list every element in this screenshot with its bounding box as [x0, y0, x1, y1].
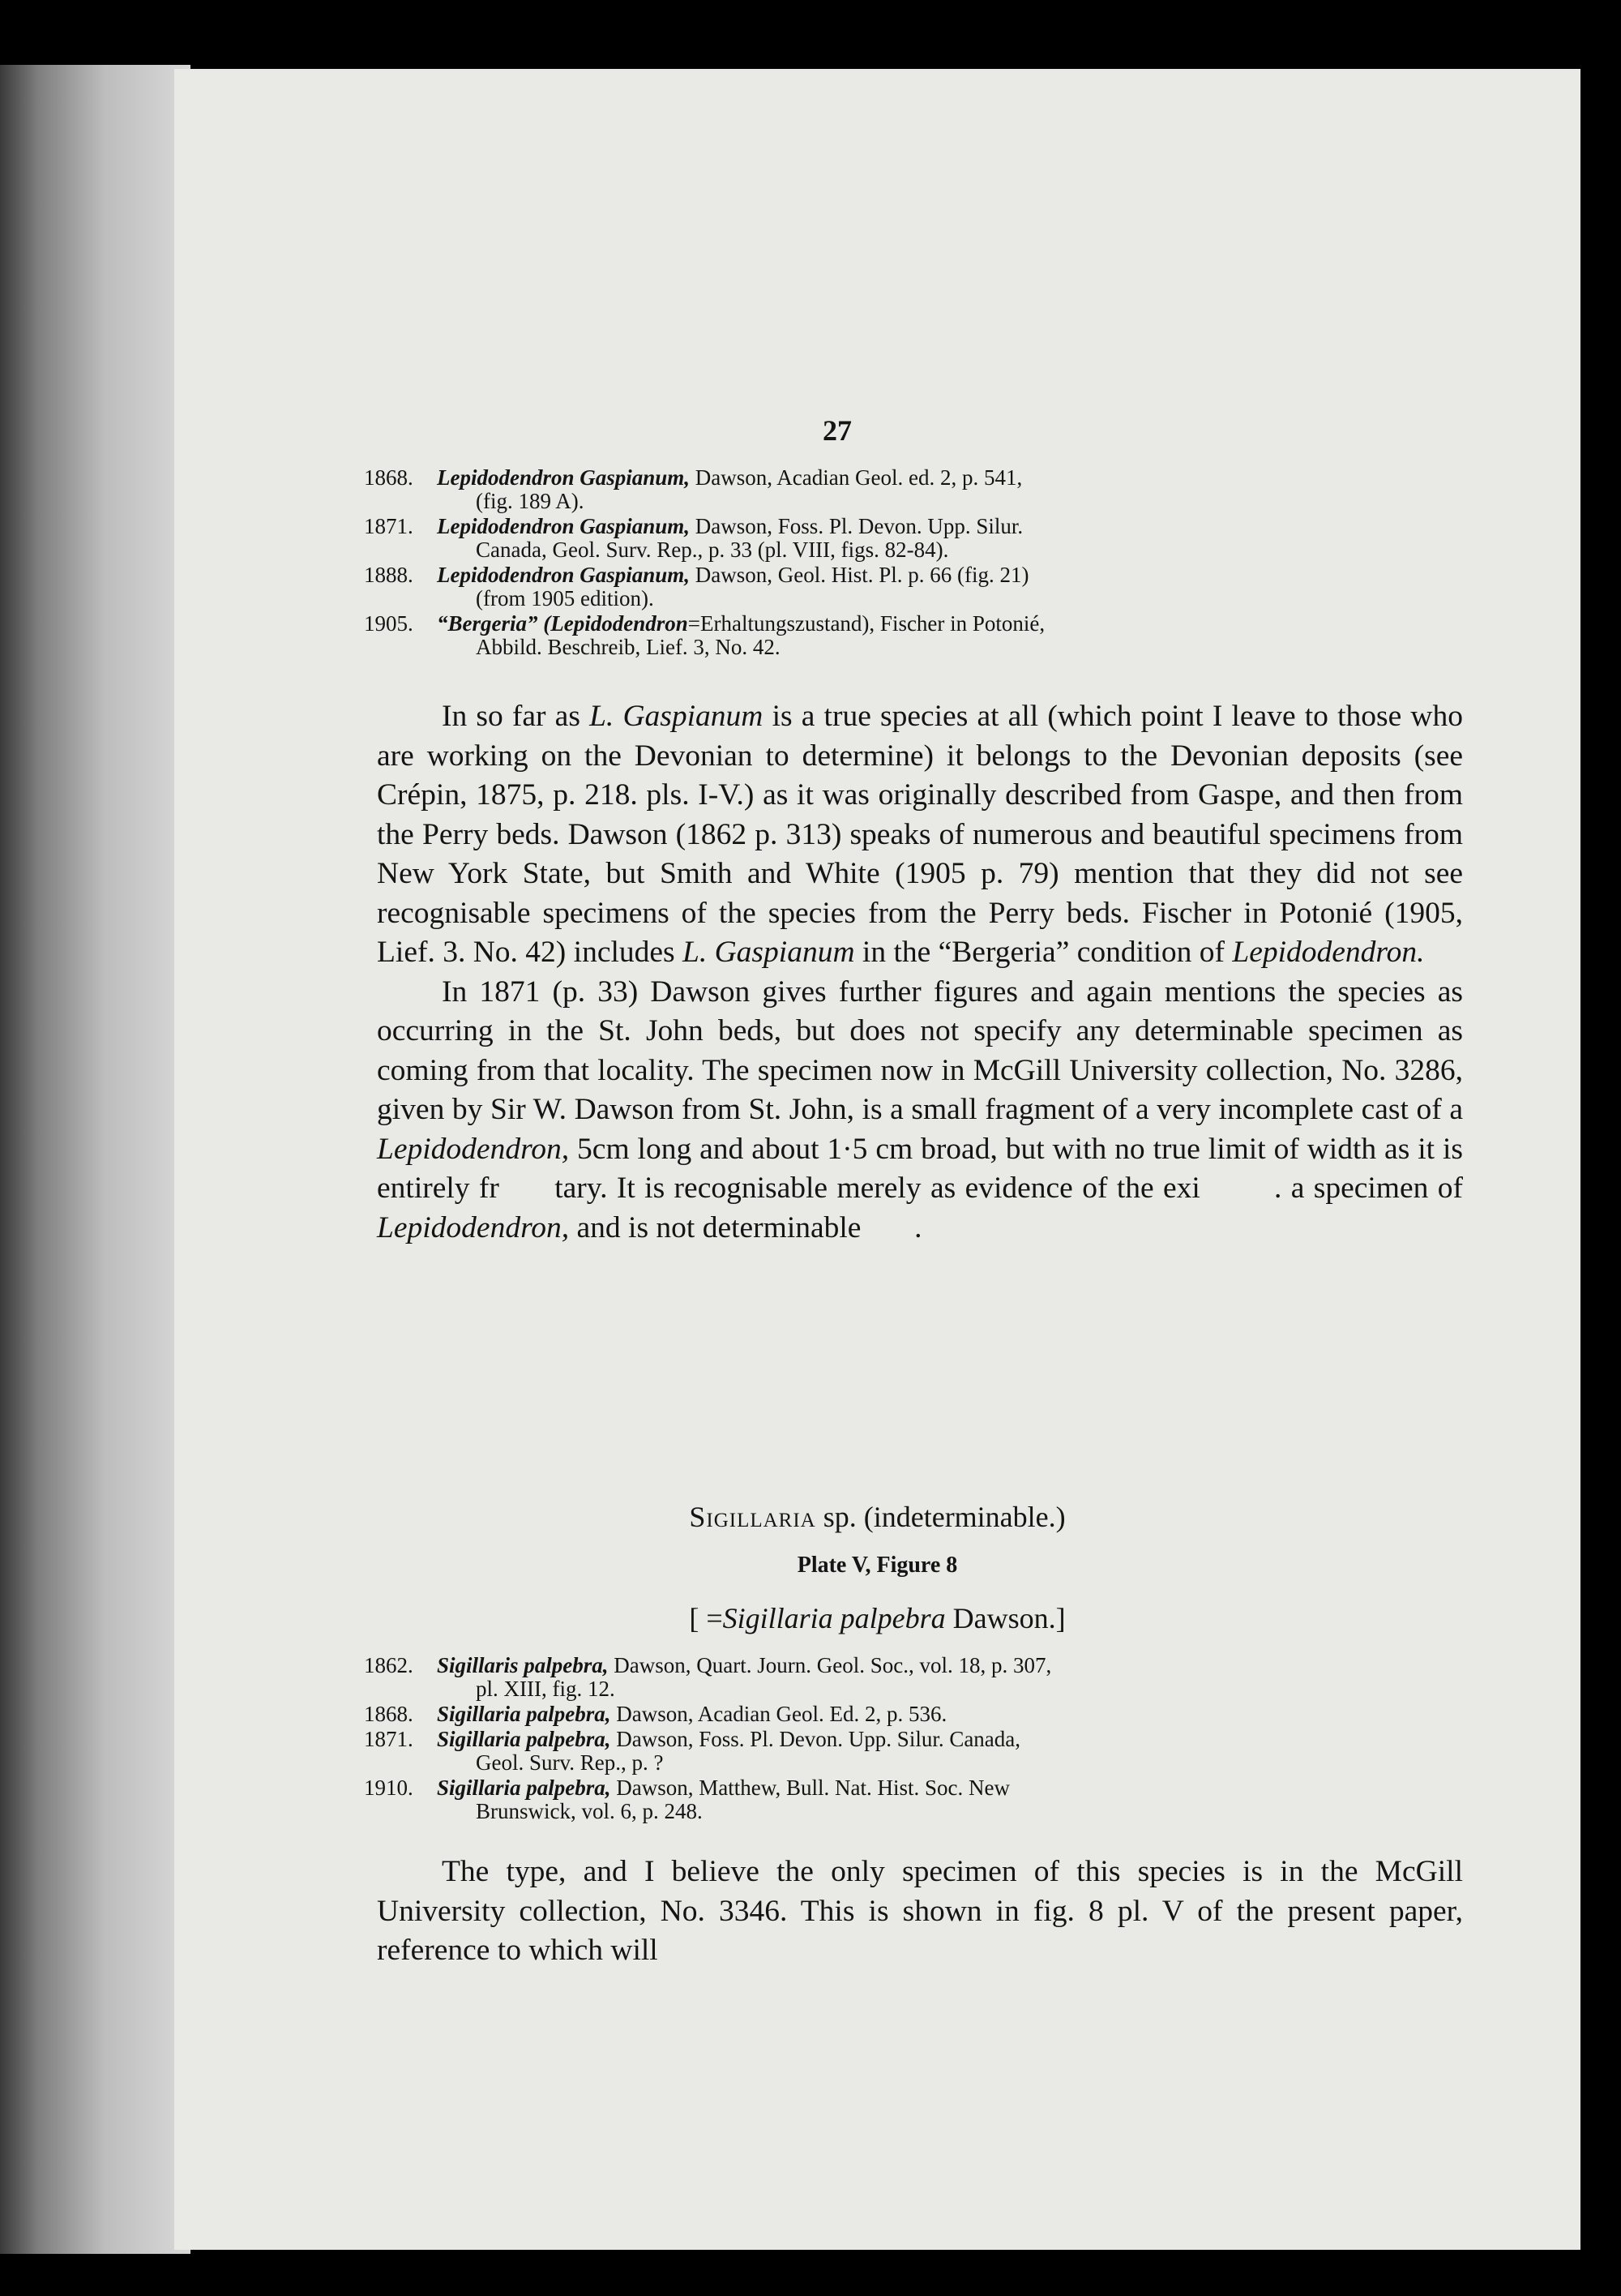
synonymy-list-sigillaria [364, 1654, 1482, 1825]
book-spine-shadow [0, 65, 190, 2254]
reference-citation-cont: Abbild. Beschreib, Lief. 3, No. 42. [476, 635, 781, 659]
reference-citation: Dawson, Acadian Geol. Ed. 2, p. 536. [610, 1702, 947, 1726]
plate-reference: Plate V, Figure 8 [797, 1553, 958, 1578]
reference-taxon: Sigillaria palpebra, [437, 1702, 611, 1726]
reference-citation-cont: pl. XIII, fig. 12. [476, 1677, 615, 1701]
reference-entry [364, 1776, 1482, 1823]
reference-entry [364, 466, 1482, 513]
reference-taxon: Sigillaria palpebra, [437, 1727, 611, 1751]
reference-year: 1871. [364, 514, 413, 538]
reference-taxon: Lepidodendron Gaspianum, [437, 465, 691, 490]
reference-citation-cont: Canada, Geol. Surv. Rep., p. 33 (pl. VIII, figs. 82-84). [476, 538, 949, 562]
section-heading: Sigillaria sp. (indeterminable.) [689, 1501, 1066, 1533]
reference-taxon: Sigillaris palpebra, [437, 1653, 609, 1677]
reference-citation: Dawson, Geol. Hist. Pl. p. 66 (fig. 21) [690, 563, 1029, 587]
reference-citation-cont: (fig. 189 A). [476, 489, 584, 513]
paragraph: The type, and I believe the only specimen of this species is in the McGill University collection, No. 3346. This is shown in fig. 8 pl. V of the present paper, reference to which will [377, 1855, 1463, 1967]
reference-year: 1871. [364, 1727, 413, 1751]
reference-taxon: Lepidodendron Gaspianum, [437, 514, 691, 538]
reference-year: 1868. [364, 465, 413, 490]
reference-year: 1868. [364, 1702, 413, 1726]
reference-year: 1862. [364, 1653, 413, 1677]
page-number: 27 [823, 414, 852, 447]
reference-citation-cont: Geol. Surv. Rep., p. ? [476, 1750, 664, 1775]
book-page [174, 69, 1580, 2250]
reference-entry [364, 1703, 1482, 1726]
reference-citation: =Erhaltungszustand), Fischer in Potonié, [687, 611, 1046, 636]
reference-taxon: “Bergeria” (Lepidodendron [437, 611, 688, 636]
reference-citation: Dawson, Foss. Pl. Devon. Upp. Silur. [690, 514, 1024, 538]
reference-citation-cont: Brunswick, vol. 6, p. 248. [476, 1799, 703, 1823]
reference-year: 1905. [364, 611, 413, 636]
reference-year: 1910. [364, 1776, 413, 1800]
reference-entry [364, 1654, 1482, 1701]
synonym-heading: [ =Sigillaria palpebra Dawson.] [689, 1602, 1066, 1634]
synonymy-list-lepidodendron [364, 466, 1482, 661]
reference-taxon: Lepidodendron Gaspianum, [437, 563, 691, 587]
paragraph: In so far as L. Gaspianum is a true species at all (which point I leave to those who are working on the Devonian to determine) it belongs to the Devonian deposits (see Crépin, 1875, p. 218. pls. I-V.) as it was originally described from Gaspe, and then from the Perry beds. Dawson (1862 p. 313) speaks of numerous and beautiful specimens from New York State, but Smith and White (1905 p. 79) mention that they did not see recognisable specimens of the species from the Perry beds. Fischer in Potonié (1905, Lief. 3. No. 42) includes L. Gaspianum in the “Bergeria” condition of Lepidodendron. [377, 700, 1463, 969]
body-text-lower [377, 1853, 1463, 1971]
reference-entry [364, 563, 1482, 610]
reference-citation: Dawson, Acadian Geol. ed. 2, p. 541, [690, 465, 1023, 490]
reference-year: 1888. [364, 563, 413, 587]
reference-taxon: Sigillaria palpebra, [437, 1776, 611, 1800]
reference-entry [364, 1728, 1482, 1775]
reference-citation: Dawson, Quart. Journ. Geol. Soc., vol. 18, p. 307, [608, 1653, 1052, 1677]
body-text-upper [377, 697, 1463, 1248]
reference-citation: Dawson, Matthew, Bull. Nat. Hist. Soc. New [610, 1776, 1010, 1800]
reference-citation: Dawson, Foss. Pl. Devon. Upp. Silur. Canada, [610, 1727, 1021, 1751]
reference-entry [364, 515, 1482, 562]
paragraph: In 1871 (p. 33) Dawson gives further figures and again mentions the species as occurring in the St. John beds, but does not specify any determinable specimen as coming from that locality. The specimen now in McGill University collection, No. 3286, given by Sir W. Dawson from St. John, is a small fragment of a very incomplete cast of a Lepidodendron, 5cm long and about 1·5 cm broad, but with no true limit of width as it is entirely fr tary. It is recognisable merely as evidence of the exi . a specimen of Lepidodendron, and is not determinable . [377, 975, 1463, 1244]
reference-entry [364, 612, 1482, 659]
reference-citation-cont: (from 1905 edition). [476, 586, 654, 610]
